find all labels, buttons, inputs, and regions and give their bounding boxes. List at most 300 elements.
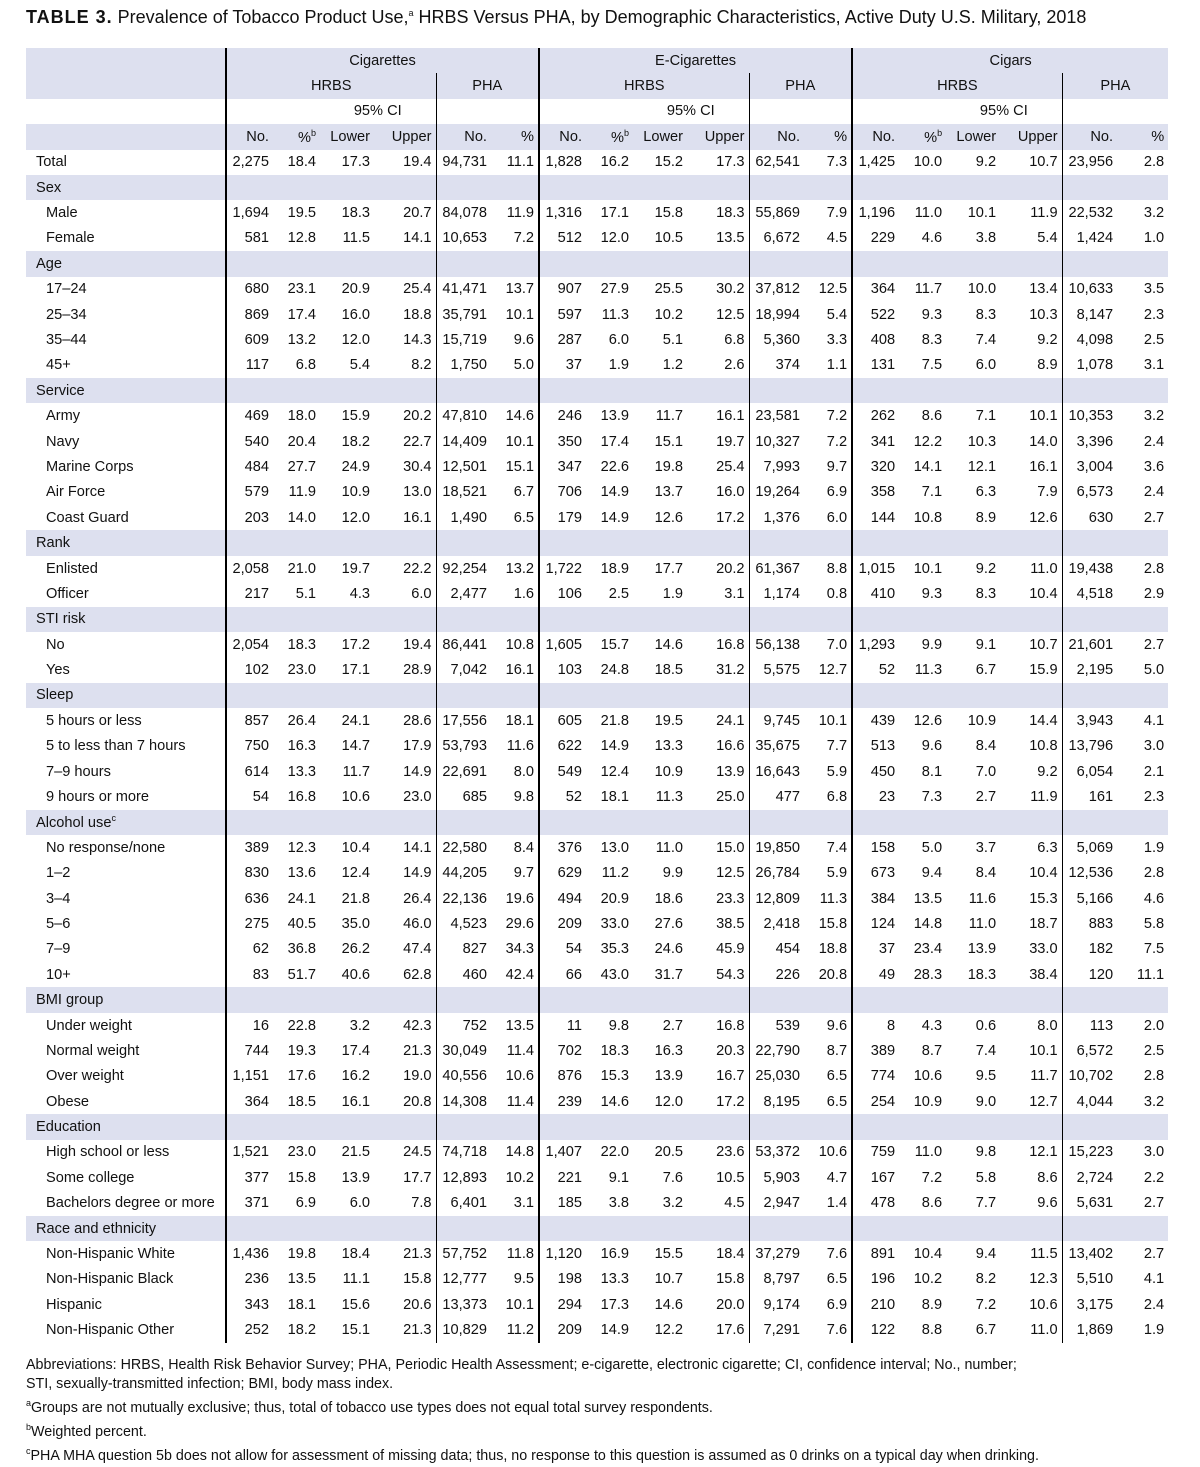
section-fill-cell [687,607,749,632]
table-title [26,7,1086,28]
row-label: Air Force [46,484,106,501]
section-label-text: Alcohol use [36,815,112,832]
table-cell: 3,175 [1062,1292,1117,1317]
table-cell: 10,653 [436,226,491,251]
section-fill-cell [491,683,539,708]
table-cell: 54 [226,784,273,809]
table-cell: 10,353 [1062,403,1117,428]
table-cell: 10.2 [913,1271,943,1288]
table-cell: 9.8 [513,789,535,806]
section-fill-cell [804,378,852,403]
column-header-label: No. [777,128,801,145]
table-cell: 3.1 [724,585,745,602]
table-cell: 13.9 [716,763,745,780]
table-cell: 2.8 [1143,154,1165,171]
table-cell: 20.0 [716,1296,745,1313]
ci-header: 95% CI [320,99,436,124]
table-cell: 24.9 [341,458,370,475]
table-cell: 19.4 [403,636,432,653]
table-cell: 13.0 [600,839,630,856]
row-label: 35–44 [46,331,87,348]
table-row [26,505,1168,530]
table-cell: 62 [226,937,273,962]
section-fill-cell [539,1114,586,1139]
table-row [26,429,1168,454]
table-cell: 11.8 [506,1246,535,1263]
table-cell: 9.4 [975,1246,997,1263]
table-cell: 759 [852,1140,899,1165]
table-cell: 14.3 [403,331,432,348]
table-row [26,403,1168,428]
section-fill-cell [491,175,539,200]
section-fill-cell [633,987,687,1012]
table-row [26,962,1168,987]
section-fill-cell [436,810,491,835]
section-fill-cell [226,175,273,200]
table-cell: 1,436 [226,1241,273,1266]
table-cell: 246 [539,403,586,428]
table-cell: 15.9 [341,408,370,425]
footnote-mark: b [937,127,943,138]
table-cell: 10.1 [818,712,848,729]
table-cell: 19.5 [654,712,684,729]
table-cell: 144 [852,505,899,530]
table-cell: 8.3 [975,585,997,602]
table-cell: 19.8 [654,458,684,475]
table-cell: 2.4 [1143,1296,1165,1313]
section-fill-cell [436,1114,491,1139]
header-blank [26,73,226,98]
table-cell: 1,316 [539,200,586,225]
table-row [26,1318,1168,1343]
table-cell: 1,424 [1062,226,1117,251]
section-fill-cell [687,1114,749,1139]
table-cell: 16.6 [716,738,745,755]
table-cell: 12.2 [913,433,943,450]
table-cell: 40.5 [287,915,316,932]
section-fill-cell [226,530,273,555]
table-cell: 17.3 [716,154,745,171]
table-cell: 18.3 [716,205,745,222]
column-header-label: No. [872,128,896,145]
table-cell: 16.1 [505,662,535,679]
table-cell: 10.0 [967,281,997,298]
table-cell: 20.9 [341,281,370,298]
table-cell: 636 [226,886,273,911]
table-cell: 10.7 [654,1271,684,1288]
table-cell: 22.6 [600,458,630,475]
table-body [26,150,1168,1343]
table-cell: 239 [539,1089,586,1114]
table-cell: 3.2 [662,1195,684,1212]
table-cell: 21.0 [287,560,316,577]
table-cell: 18.7 [1029,915,1058,932]
table-cell: 2.7 [1143,509,1165,526]
column-header-row [26,124,1168,149]
section-fill-cell [804,1216,852,1241]
table-cell: 42.3 [403,1017,432,1034]
section-fill-cell [899,607,946,632]
table-cell: 86,441 [436,632,491,657]
section-fill-cell [539,810,586,835]
table-cell: 12.4 [341,865,370,882]
table-cell: 14.9 [600,1322,630,1339]
section-header-row [26,378,1168,403]
table-cell: 15.8 [403,1271,432,1288]
section-fill-cell [946,530,1000,555]
table-cell: 539 [749,1013,804,1038]
table-cell: 9.2 [1037,763,1058,780]
table-cell: 6,401 [436,1191,491,1216]
header-blank [436,99,539,124]
table-cell: 209 [539,1318,586,1343]
row-label: No [46,636,65,653]
table-row [26,480,1168,505]
section-header-row [26,607,1168,632]
table-cell: 25.5 [654,281,684,298]
table-cell: 9.0 [975,1093,997,1110]
table-cell: 11.3 [914,662,943,679]
section-fill-cell [374,251,436,276]
table-cell: 203 [226,505,273,530]
section-fill-cell [1000,175,1062,200]
table-cell: 522 [852,302,899,327]
table-cell: 5,903 [749,1165,804,1190]
table-cell: 46.0 [403,915,432,932]
column-header [852,124,899,149]
table-cell: 0.8 [826,585,848,602]
table-cell: 7.5 [1143,941,1165,958]
column-header-label: Upper [704,128,745,145]
table-cell: 6.0 [411,585,432,602]
table-cell: 179 [539,505,586,530]
table-cell: 10,702 [1062,1064,1117,1089]
table-cell: 13.3 [287,763,316,780]
table-cell: 21.5 [341,1144,370,1161]
section-fill-cell [1062,378,1117,403]
section-fill-cell [273,530,320,555]
table-cell: 54.3 [716,966,745,983]
table-cell: 4.1 [1143,1271,1165,1288]
table-cell: 3,943 [1062,708,1117,733]
table-cell: 13.5 [716,230,745,247]
table-row [26,937,1168,962]
table-cell: 12.7 [818,662,848,679]
section-fill-cell [687,1216,749,1241]
section-label [26,530,226,555]
table-cell: 19,264 [749,480,804,505]
table-cell: 460 [436,962,491,987]
table-cell: 7.6 [826,1322,848,1339]
table-cell: 8.9 [921,1296,943,1313]
column-header [226,124,273,149]
table-cell: 17,556 [436,708,491,733]
table-cell: 15,719 [436,327,491,352]
table-cell: 16.1 [341,1093,370,1110]
table-cell: 2.1 [1143,763,1165,780]
table-cell: 14.1 [403,230,432,247]
table-cell: 9.2 [1037,331,1058,348]
table-cell: 10,327 [749,429,804,454]
table-cell: 38.4 [1029,966,1058,983]
table-cell: 53,793 [436,734,491,759]
table-cell: 8.6 [1037,1169,1058,1186]
table-cell: 12.1 [967,458,997,475]
table-cell: 2,195 [1062,657,1117,682]
table-cell: 6,573 [1062,480,1117,505]
title-text-after: HRBS Versus PHA, by Demographic Characteristics, Active Duty U.S. Military, 2018 [413,7,1087,27]
table-cell: 11.4 [506,1093,535,1110]
table-cell: 8.3 [975,306,997,323]
table-cell: 22,691 [436,759,491,784]
table-cell: 6.7 [975,1322,997,1339]
table-cell: 9.8 [608,1017,630,1034]
section-fill-cell [273,810,320,835]
table-cell: 22,580 [436,835,491,860]
table-cell: 16.1 [1029,458,1058,475]
table-cell: 8.2 [411,357,432,374]
table-cell: 18.2 [341,433,370,450]
column-header-label: No. [1090,128,1114,145]
table-cell: 17.1 [341,662,370,679]
table-row [26,734,1168,759]
column-header [749,124,804,149]
header-blank [852,99,946,124]
row-label: 25–34 [46,306,87,323]
table-header [26,48,1168,150]
table-cell: 16.0 [716,484,745,501]
table-cell: 15.2 [654,154,684,171]
table-cell: 15.7 [600,636,630,653]
table-cell: 24.1 [716,712,745,729]
table-cell: 10.6 [341,789,370,806]
section-fill-cell [539,1216,586,1241]
table-cell: 26.2 [341,941,370,958]
table-cell: 6.3 [975,484,997,501]
pha-header: PHA [1062,73,1168,98]
table-cell: 5.4 [826,306,848,323]
section-fill-cell [491,810,539,835]
table-cell: 2.7 [662,1017,684,1034]
table-cell: 9.1 [975,636,997,653]
section-fill-cell [586,607,633,632]
table-cell: 5.4 [349,357,370,374]
table-cell: 876 [539,1064,586,1089]
table-cell: 62.8 [403,966,432,983]
table-cell: 11.1 [342,1271,370,1288]
table-cell: 14.7 [341,738,370,755]
section-label-text: Sleep [36,687,74,704]
table-cell: 11.0 [655,839,684,856]
table-cell: 1,605 [539,632,586,657]
table-cell: 10.5 [716,1169,745,1186]
table-cell: 1.4 [826,1195,848,1212]
table-cell: 2,054 [226,632,273,657]
table-cell: 102 [226,657,273,682]
table-cell: 41,471 [436,277,491,302]
table-cell: 124 [852,911,899,936]
table-cell: 4,098 [1062,327,1117,352]
section-fill-cell [273,683,320,708]
table-cell: 827 [436,937,491,962]
table-cell: 62,541 [749,150,804,175]
column-header [804,124,852,149]
section-fill-cell [946,251,1000,276]
table-cell: 210 [852,1292,899,1317]
section-fill-cell [946,607,1000,632]
section-fill-cell [374,530,436,555]
table-cell: 20.2 [403,408,432,425]
table-cell: 3.0 [1143,1144,1165,1161]
section-fill-cell [586,378,633,403]
table-cell: 185 [539,1191,586,1216]
section-fill-cell [749,378,804,403]
table-cell: 744 [226,1038,273,1063]
section-fill-cell [320,683,374,708]
table-cell: 10.6 [913,1068,943,1085]
table-cell: 8.9 [975,509,997,526]
table-cell: 6.5 [826,1271,848,1288]
table-cell: 5.8 [975,1169,997,1186]
table-cell: 1,078 [1062,353,1117,378]
column-header-label: % [521,128,535,145]
column-header [899,124,946,149]
section-fill-cell [1117,1216,1168,1241]
table-cell: 20.8 [403,1093,432,1110]
table-cell: 38.5 [716,915,745,932]
table-cell: 9.6 [921,738,943,755]
table-row [26,632,1168,657]
footnote-mark: b [624,127,630,138]
section-fill-cell [633,607,687,632]
row-label: Non-Hispanic White [46,1246,175,1263]
table-cell: 10,829 [436,1318,491,1343]
table-cell: 37,812 [749,277,804,302]
table-cell: 17.9 [403,738,432,755]
column-header-label: Upper [391,128,432,145]
table-row [26,277,1168,302]
table-cell: 16.3 [287,738,316,755]
section-fill-cell [852,987,899,1012]
table-cell: 24.1 [341,712,370,729]
table-cell: 42.4 [505,966,535,983]
table-cell: 15.9 [1029,662,1058,679]
section-fill-cell [749,530,804,555]
table-cell: 8.4 [513,839,535,856]
footnote-b [26,1418,1176,1442]
section-fill-cell [1117,251,1168,276]
table-cell: 706 [539,480,586,505]
section-fill-cell [633,530,687,555]
column-header [491,124,539,149]
row-label: Some college [46,1169,135,1186]
column-header [1117,124,1168,149]
section-fill-cell [749,251,804,276]
table-cell: 9.5 [513,1271,535,1288]
table-cell: 25.0 [716,789,745,806]
table-cell: 3.2 [1143,205,1165,222]
table-cell: 11.2 [601,865,630,882]
section-fill-cell [320,378,374,403]
table-cell: 7.1 [975,408,997,425]
table-cell: 10.1 [967,205,997,222]
table-cell: 94,731 [436,150,491,175]
table-row [26,1165,1168,1190]
table-cell: 22.0 [600,1144,630,1161]
table-row [26,150,1168,175]
table-cell: 13.4 [1029,281,1058,298]
section-fill-cell [374,683,436,708]
section-label [26,175,226,200]
row-label: Marine Corps [46,458,134,475]
table-row [26,657,1168,682]
table-cell: 236 [226,1267,273,1292]
table-cell: 8.2 [975,1271,997,1288]
section-fill-cell [491,607,539,632]
table-cell: 19.3 [287,1042,316,1059]
table-cell: 3.2 [349,1017,370,1034]
table-cell: 10.6 [505,1068,535,1085]
table-cell: 14.6 [654,1296,684,1313]
table-cell: 9.3 [921,306,943,323]
table-cell: 6.0 [975,357,997,374]
section-fill-cell [226,810,273,835]
table-cell: 15.1 [341,1322,370,1339]
table-cell: 13.7 [654,484,684,501]
table-cell: 18.2 [287,1322,316,1339]
section-label-text: Rank [36,535,71,552]
row-label: 5–6 [46,915,71,932]
table-cell: 8.6 [921,408,943,425]
table-cell: 13.5 [913,890,943,907]
table-cell: 23.0 [403,789,432,806]
footnote-c [26,1442,1176,1466]
table-cell: 1,196 [852,200,899,225]
table-cell: 6.8 [295,357,316,374]
table-cell: 10.7 [1029,636,1058,653]
table-cell: 6.8 [826,789,848,806]
table-cell: 6.0 [349,1195,370,1212]
table-cell: 10.1 [505,306,535,323]
section-header-row [26,175,1168,200]
table-cell: 16.2 [600,154,630,171]
table-cell: 9.3 [921,585,943,602]
table-cell: 20.5 [654,1144,684,1161]
table-cell: 614 [226,759,273,784]
section-fill-cell [946,378,1000,403]
table-cell: 3.5 [1143,281,1165,298]
section-fill-cell [899,175,946,200]
section-fill-cell [852,1216,899,1241]
section-fill-cell [436,530,491,555]
table-cell: 5.9 [826,865,848,882]
section-fill-cell [946,1114,1000,1139]
row-label: 7–9 hours [46,763,111,780]
table-cell: 16.7 [716,1068,745,1085]
table-cell: 9.1 [608,1169,630,1186]
column-header [320,124,374,149]
section-fill-cell [1062,607,1117,632]
table-cell: 10.8 [505,636,535,653]
table-cell: 1,490 [436,505,491,530]
section-header-row [26,810,1168,835]
table-cell: 13.2 [287,331,316,348]
row-label: Army [46,408,81,425]
table-cell: 21,601 [1062,632,1117,657]
section-fill-cell [273,1216,320,1241]
table-cell: 5,575 [749,657,804,682]
table-cell: 4.3 [349,585,370,602]
